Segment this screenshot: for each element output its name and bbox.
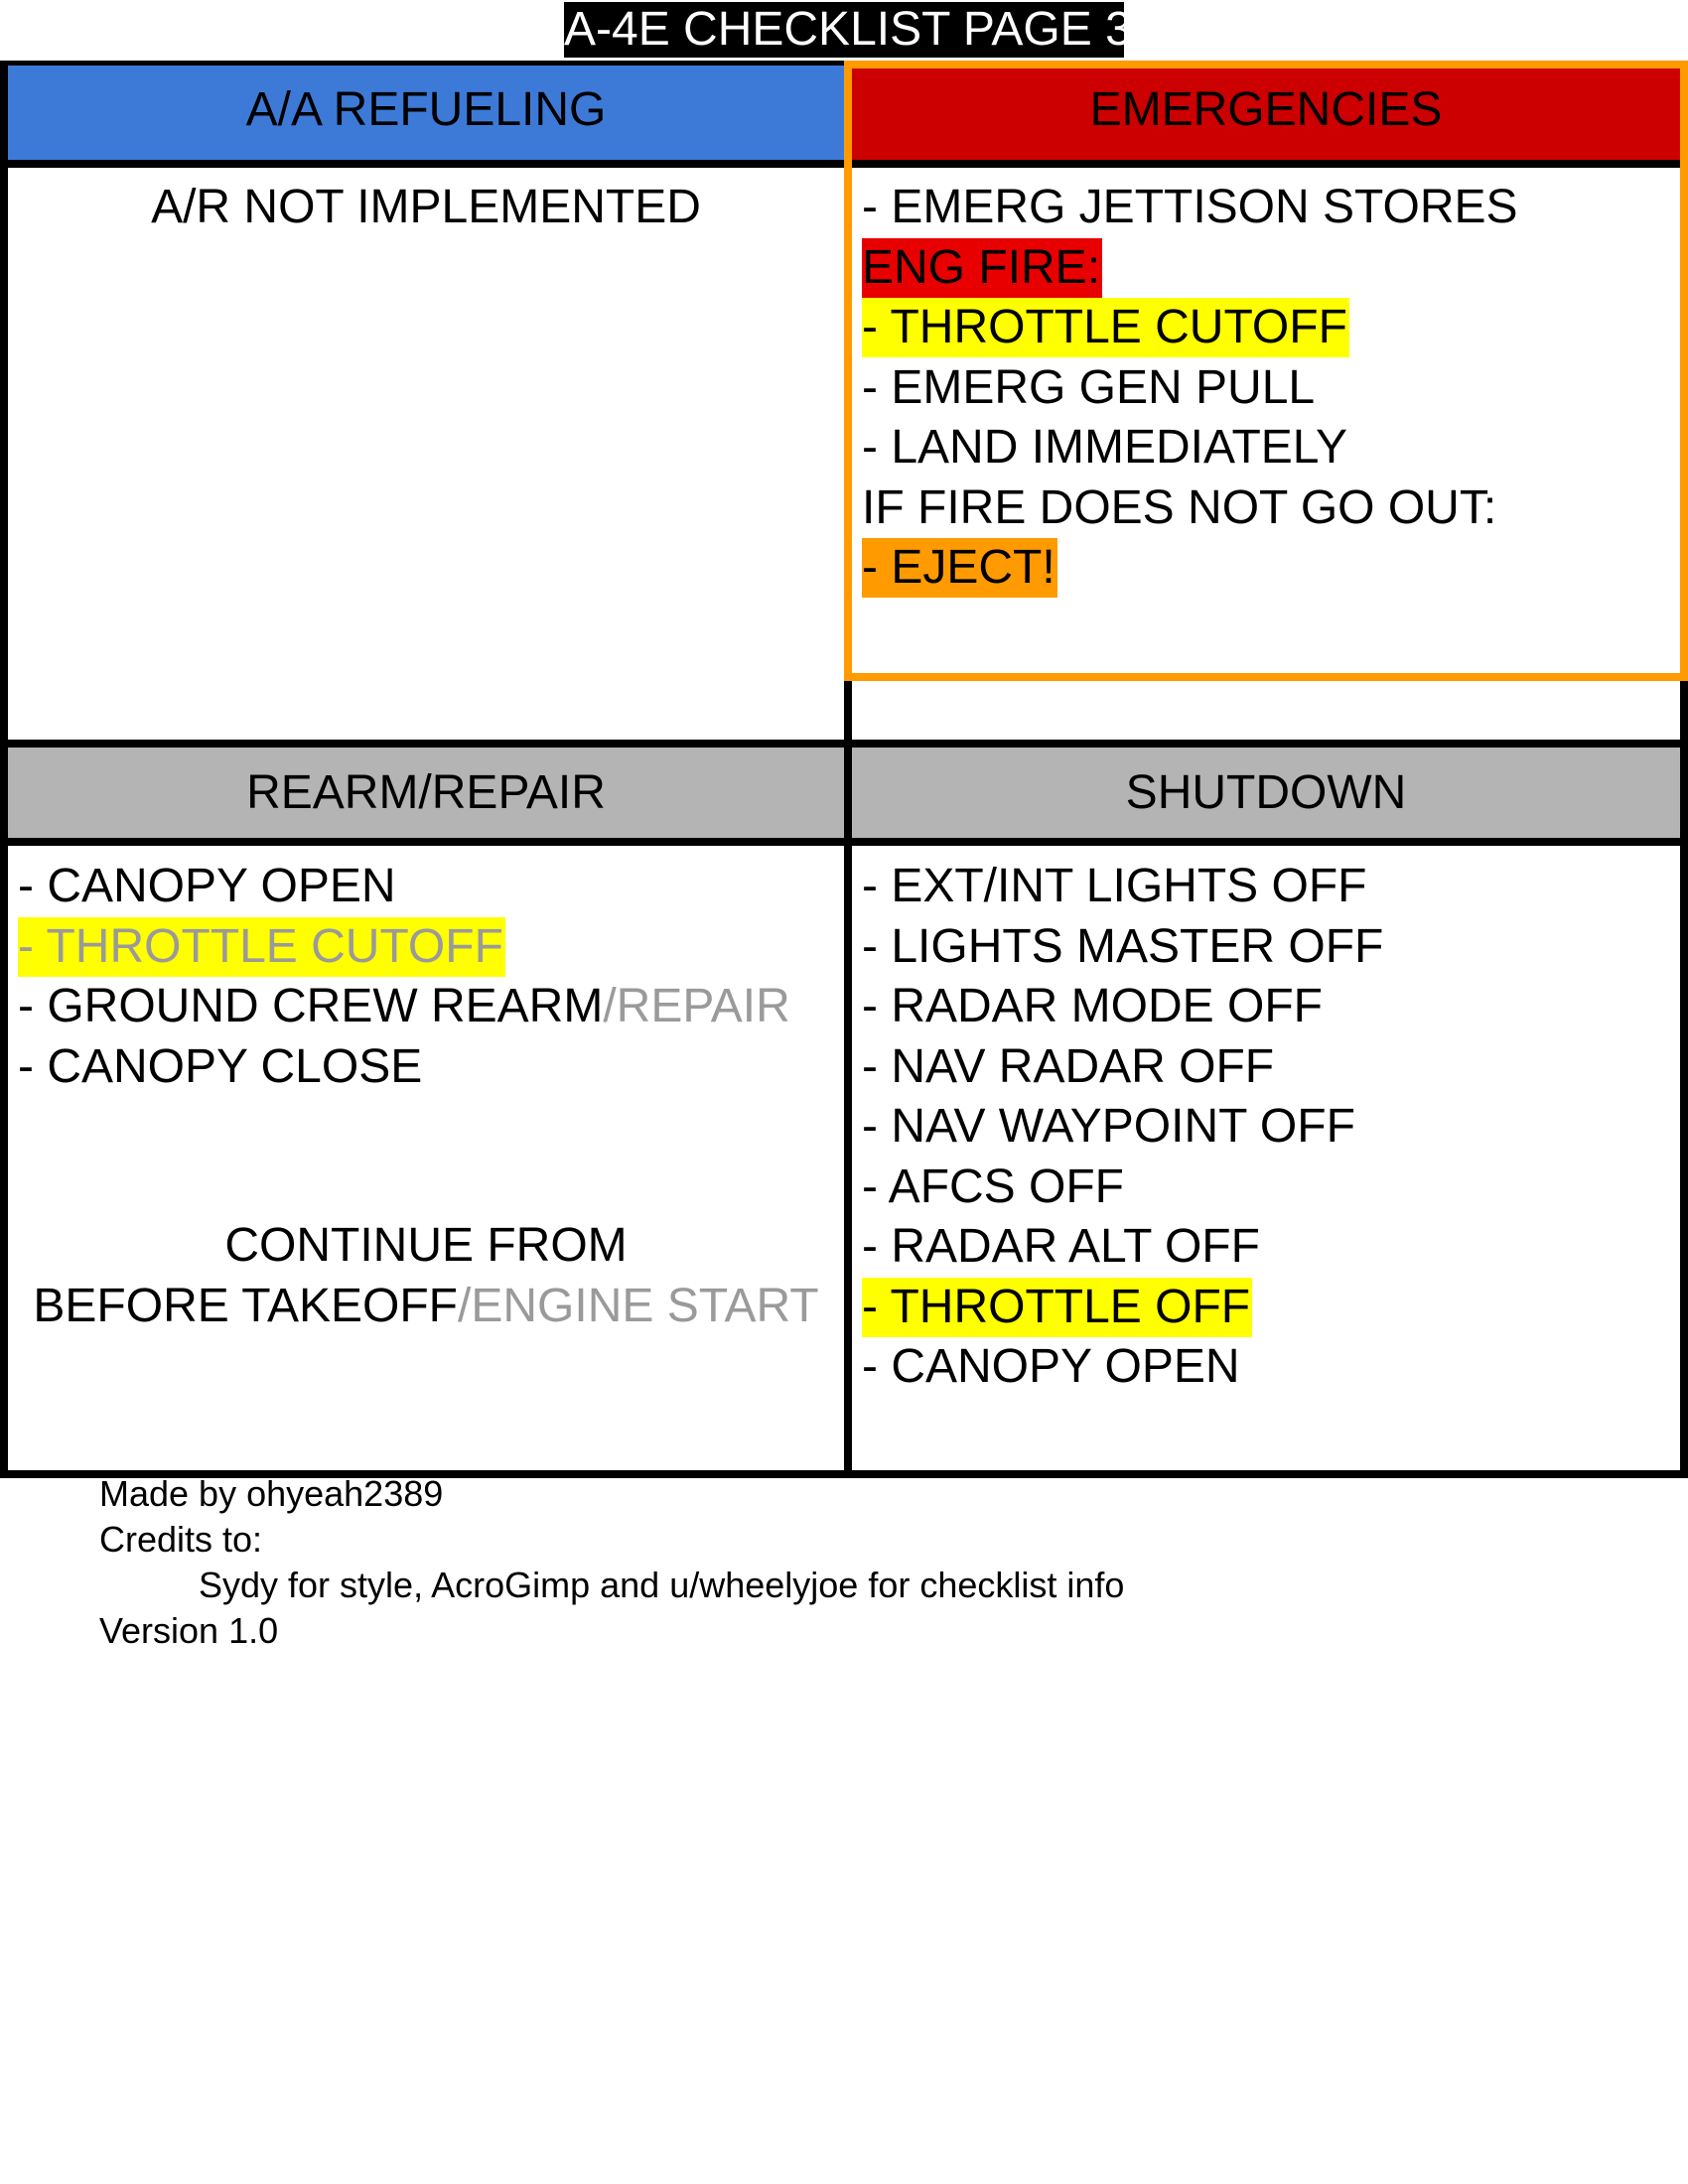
refueling-header: A/A REFUELING [8, 66, 844, 163]
rearm-item-canopy-open: - CANOPY OPEN [18, 860, 396, 912]
made-by-text: Made by ohyeah2389 [99, 1473, 444, 1514]
refueling-cell [8, 178, 844, 238]
engine-start-text: /ENGINE START [458, 1279, 819, 1332]
emerg-item-land: - LAND IMMEDIATELY [862, 421, 1347, 474]
shutdown-item: - NAV WAYPOINT OFF [862, 1100, 1355, 1153]
emerg-item-eject: - EJECT! [862, 538, 1057, 598]
shutdown-item: - CANOPY OPEN [862, 1340, 1240, 1393]
credits-label: Credits to: [99, 1519, 263, 1560]
refueling-body-text: A/R NOT IMPLEMENTED [151, 181, 701, 233]
rearm-continue [8, 1216, 844, 1336]
rearm-cell [18, 857, 842, 1097]
shutdown-cell [862, 857, 1676, 1398]
shutdown-item: - RADAR MODE OFF [862, 980, 1323, 1032]
emerg-item-throttle-cutoff: - THROTTLE CUTOFF [862, 298, 1349, 357]
credits-text: Sydy for style, AcroGimp and u/wheelyjoe for checklist info [199, 1565, 1125, 1605]
rearm-header: REARM/REPAIR [8, 748, 844, 838]
checklist-grid [0, 61, 1688, 1413]
credits-footer [99, 1471, 1124, 1654]
shutdown-header: SHUTDOWN [852, 748, 1680, 838]
emerg-item-jettison: - EMERG JETTISON STORES [862, 181, 1518, 233]
rearm-item-repair-suffix: /REPAIR [603, 980, 790, 1032]
emerg-item-gen-pull: - EMERG GEN PULL [862, 360, 1316, 414]
shutdown-item-throttle-off: - THROTTLE OFF [862, 1278, 1252, 1337]
emergencies-cell [862, 178, 1676, 599]
shutdown-item: - NAV RADAR OFF [862, 1039, 1275, 1093]
rearm-item-throttle-cutoff: - THROTTLE CUTOFF [18, 917, 505, 977]
shutdown-item: - EXT/INT LIGHTS OFF [862, 860, 1367, 912]
page-title: A-4E CHECKLIST PAGE 3 [564, 3, 1132, 56]
eng-fire-heading: ENG FIRE: [862, 238, 1102, 298]
rearm-item-ground-crew: - GROUND CREW REARM [18, 980, 604, 1032]
continue-from-text: CONTINUE FROM [224, 1219, 628, 1272]
before-takeoff-text: BEFORE TAKEOFF [33, 1279, 458, 1332]
refueling-cell-frame [0, 160, 852, 748]
rearm-item-canopy-close: - CANOPY CLOSE [18, 1039, 423, 1093]
emerg-fire-condition: IF FIRE DOES NOT GO OUT: [862, 480, 1497, 534]
emergencies-header: EMERGENCIES [852, 66, 1680, 163]
shutdown-item: - AFCS OFF [862, 1160, 1124, 1213]
shutdown-item: - RADAR ALT OFF [862, 1220, 1260, 1273]
shutdown-item: - LIGHTS MASTER OFF [862, 919, 1384, 973]
version-text: Version 1.0 [99, 1610, 279, 1651]
